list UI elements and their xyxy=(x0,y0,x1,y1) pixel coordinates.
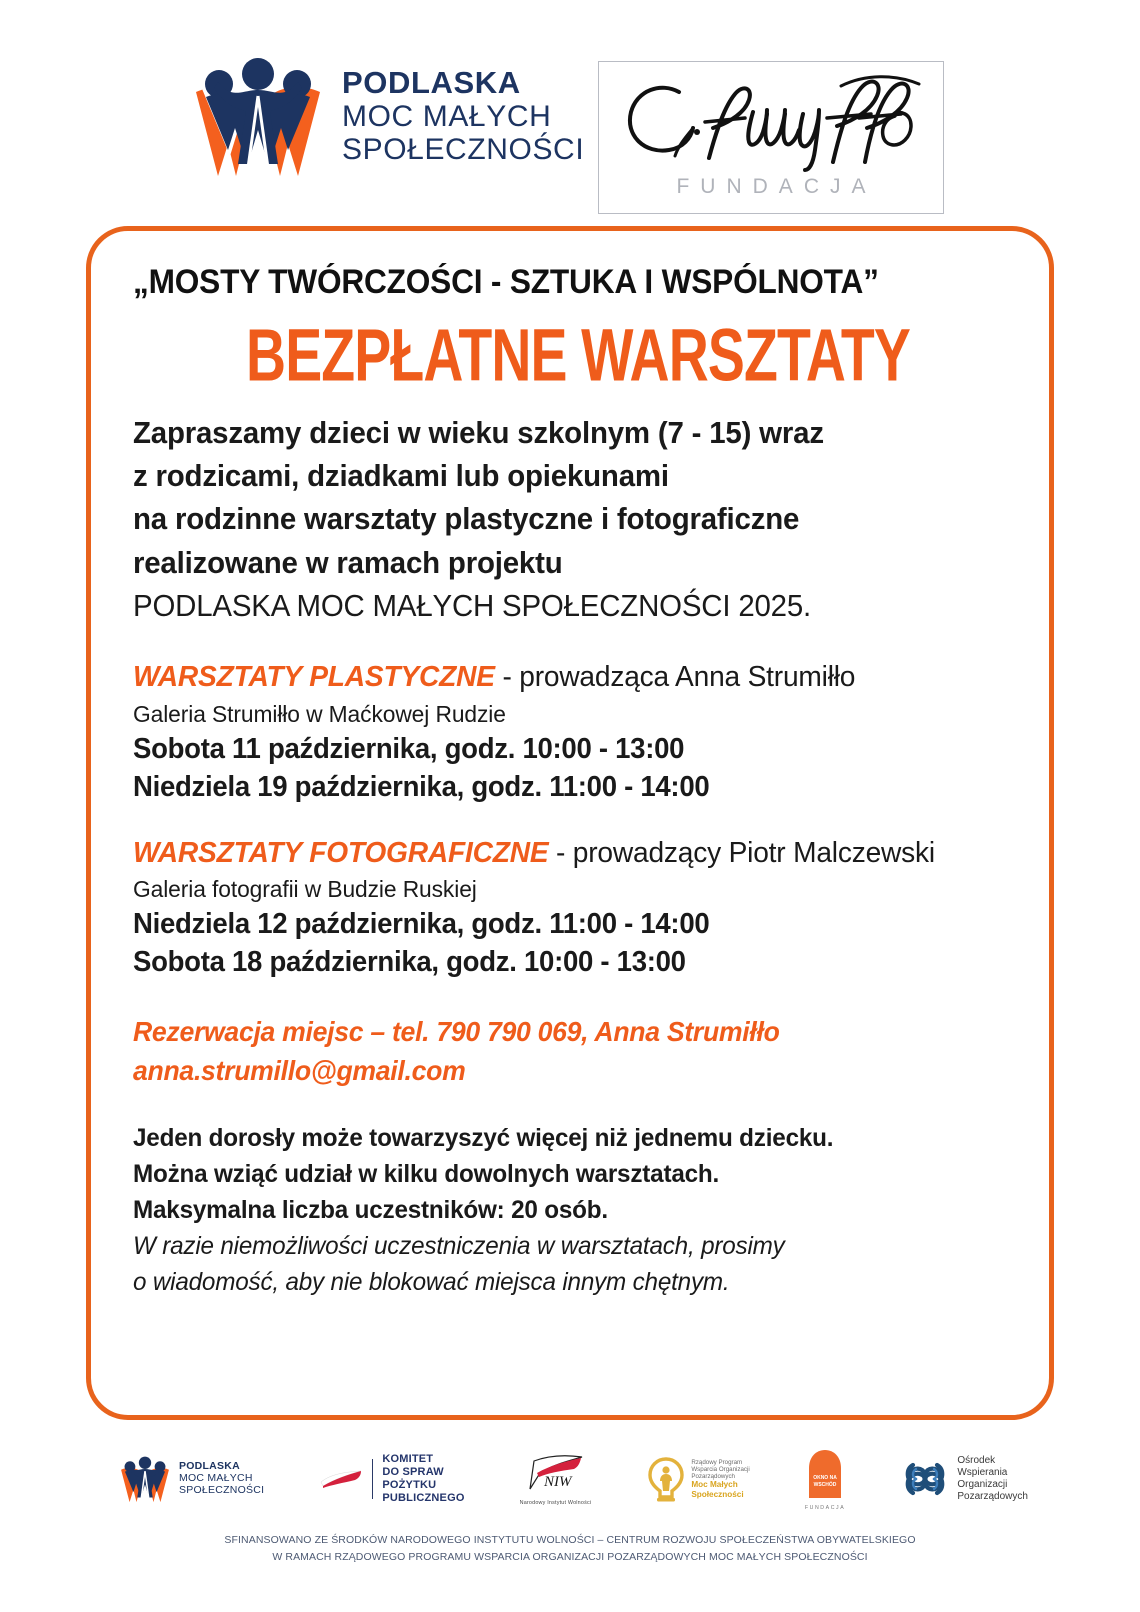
intro-line-5: PODLASKA MOC MAŁYCH SPOŁECZNOŚCI 2025. xyxy=(133,588,812,623)
footer-mms-line-5: Społeczności xyxy=(691,1489,744,1499)
footer-logo-owop xyxy=(900,1455,1028,1504)
reservation-info xyxy=(133,1013,979,1090)
footer-komitet-line-1: KOMITET xyxy=(382,1453,434,1466)
footer-mms-line-3: Pozarządowych xyxy=(691,1473,735,1481)
note-italic-1: W razie niemożliwości uczestniczenia w warsztatach, prosimy xyxy=(133,1232,785,1261)
footer-logo-podlaska xyxy=(118,1454,264,1504)
photo-workshops-place: Galeria fotografii w Budzie Ruskiej xyxy=(133,876,477,903)
participation-notes xyxy=(133,1120,996,1300)
intro-line-3: na rodzinne warsztaty plastyczne i fotograficzne xyxy=(133,502,800,537)
arch-mark-text: OKNO NA xyxy=(813,1474,837,1481)
footer-niw-subtitle: Narodowy Instytut Wolności xyxy=(519,1499,592,1506)
footer-mms-line-2: Wsparcia Organizacji xyxy=(691,1465,750,1473)
art-workshops-date-1: Sobota 11 października, godz. 10:00 - 13:00 xyxy=(133,732,685,765)
intro-line-1: Zapraszamy dzieci w wieku szkolnym (7 - 15) wraz xyxy=(133,415,824,450)
art-workshops-lead: - prowadząca Anna Strumiłło xyxy=(494,661,856,694)
footer-owop-line-4: Pozarządowych xyxy=(957,1491,1028,1503)
footer-mms-line-1: Rządowy Program xyxy=(691,1458,743,1466)
funding-note-line-1: SFINANSOWANO ZE ŚRODKÓW NARODOWEGO INSTYTUTU WOLNOŚCI – CENTRUM ROZWOJU SPOŁECZEŃSTWA OBYWATELSKIEGO xyxy=(224,1534,916,1546)
reservation-email[interactable]: anna.strumillo@gmail.com xyxy=(133,1054,466,1086)
orange-arch-icon xyxy=(805,1448,845,1498)
header-logos xyxy=(0,28,1140,208)
footer-logo-moc-malych xyxy=(646,1455,749,1503)
niw-flag-icon xyxy=(524,1453,586,1493)
footer-logo-row xyxy=(118,1440,1028,1518)
podlaska-people-icon-small xyxy=(118,1454,172,1504)
strumillo-signature-icon xyxy=(609,70,935,175)
note-bold-2: Można wziąć udział w kilku dowolnych warsztatach. xyxy=(133,1160,720,1189)
art-workshops-date-2: Niedziela 19 października, godz. 11:00 - 14:00 xyxy=(133,770,710,803)
footer-mms-wordmark xyxy=(691,1459,749,1500)
note-bold-3: Maksymalna liczba uczestników: 20 osób. xyxy=(133,1196,608,1225)
podlaska-moc-logo xyxy=(188,52,584,180)
footer-owop-line-1: Ośrodek xyxy=(957,1454,996,1466)
blue-knot-icon xyxy=(900,1455,950,1503)
logo-line-2: MOC MAŁYCH xyxy=(342,100,552,134)
footer-komitet-wordmark xyxy=(382,1453,464,1505)
intro-paragraph xyxy=(133,412,992,628)
funding-note xyxy=(0,1532,1140,1567)
footer-logo-arch-foundation xyxy=(805,1448,845,1511)
footer-podlaska-line-3: SPOŁECZNOŚCI xyxy=(179,1483,265,1496)
footer-podlaska-line-1: PODLASKA xyxy=(179,1460,240,1473)
logo-line-3: SPOŁECZNOŚCI xyxy=(342,133,585,167)
footer-arch-subtitle: FUNDACJA xyxy=(804,1504,846,1511)
podlaska-people-icon xyxy=(188,52,328,180)
footer-logo-niw xyxy=(520,1453,592,1506)
poster-content xyxy=(133,262,1023,1300)
headline-free-workshops: BEZPŁATNE WARSZTATY xyxy=(246,314,910,397)
section-art-workshops xyxy=(133,658,1023,804)
footer-owop-line-3: Organizacji xyxy=(957,1479,1008,1490)
strumillo-foundation-logo xyxy=(598,61,944,214)
footer-mms-line-4: Moc Małych xyxy=(691,1480,738,1490)
arch-mark-text-2: WSCHÓD xyxy=(813,1481,837,1488)
footer-owop-line-2: Wspierania xyxy=(957,1466,1008,1478)
footer-komitet-divider xyxy=(372,1459,373,1499)
page-title: „MOSTY TWÓRCZOŚCI - SZTUKA I WSPÓLNOTA” xyxy=(133,263,879,301)
art-workshops-place: Galeria Strumiłło w Maćkowej Rudzie xyxy=(133,700,506,727)
funding-note-line-2: W RAMACH RZĄDOWEGO PROGRAMU WSPARCIA ORGANIZACJI POZARZĄDOWYCH MOC MAŁYCH SPOŁECZNOŚCI xyxy=(272,1551,868,1564)
photo-workshops-lead: - prowadzący Piotr Malczewski xyxy=(548,836,935,869)
reservation-phone-line: Rezerwacja miejsc – tel. 790 790 069, Anna Strumiłło xyxy=(133,1016,780,1048)
note-italic-2: o wiadomość, aby nie blokować miejsca innym chętnym. xyxy=(133,1268,730,1297)
golden-trophy-person-icon xyxy=(646,1455,686,1503)
logo-line-1: PODLASKA xyxy=(342,64,521,100)
footer-komitet-line-4: PUBLICZNEGO xyxy=(382,1491,465,1504)
podlaska-moc-wordmark xyxy=(342,66,584,166)
art-workshops-accent: WARSZTATY PLASTYCZNE xyxy=(133,661,495,694)
section-photo-workshops xyxy=(133,834,1023,980)
footer-podlaska-wordmark xyxy=(179,1461,264,1497)
footer-logo-komitet xyxy=(319,1453,464,1505)
intro-line-4: realizowane w ramach projektu xyxy=(133,545,563,580)
photo-workshops-heading xyxy=(133,834,996,873)
photo-workshops-date-2: Sobota 18 października, godz. 10:00 - 13:00 xyxy=(133,946,686,979)
intro-line-2: z rodzicami, dziadkami lub opiekunami xyxy=(133,459,669,494)
photo-workshops-date-1: Niedziela 12 października, godz. 11:00 - 14:00 xyxy=(133,908,710,941)
photo-workshops-accent: WARSZTATY FOTOGRAFICZNE xyxy=(133,836,549,869)
footer-owop-wordmark xyxy=(957,1455,1028,1504)
niw-mark-text: NIW xyxy=(544,1473,572,1490)
art-workshops-heading xyxy=(133,658,996,697)
note-bold-1: Jeden dorosły może towarzyszyć więcej niż jednemu dziecku. xyxy=(133,1124,834,1153)
polish-flag-swoosh-icon xyxy=(319,1468,363,1490)
strumillo-subtitle: FUNDACJA xyxy=(676,175,877,198)
footer-podlaska-line-2: MOC MAŁYCH xyxy=(179,1472,253,1485)
footer-komitet-line-3: POŻYTKU xyxy=(382,1479,437,1491)
footer-komitet-line-2: DO SPRAW xyxy=(382,1466,444,1479)
